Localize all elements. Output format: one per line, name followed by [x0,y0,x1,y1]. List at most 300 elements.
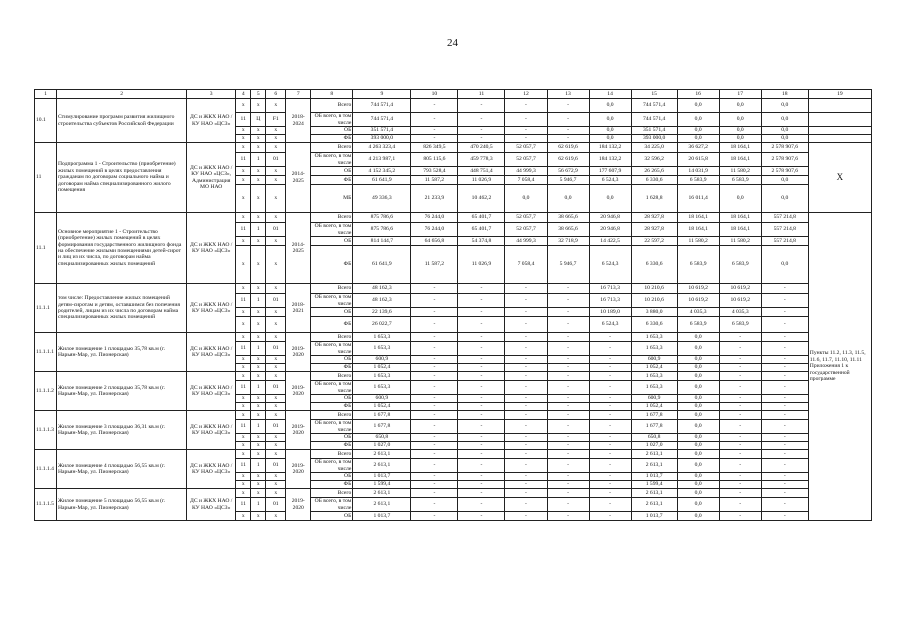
amount-cell: - [761,294,808,308]
amount-cell: 600,9 [353,356,411,364]
amount-cell: - [458,294,505,308]
code-cell: x [236,395,251,403]
amount-cell: - [411,403,458,411]
amount-cell: - [411,434,458,442]
code-cell: 01 [266,459,286,473]
amount-cell: - [589,403,631,411]
amount-cell: - [761,512,808,521]
amount-cell: 11 026,9 [458,246,505,284]
funding-source-cell: ОБ всего, в том числе [311,381,353,395]
code-cell: 11 [236,498,251,512]
amount-cell: - [505,512,547,521]
years-cell: 2014-2025 [286,143,311,213]
amount-cell: - [761,372,808,381]
code-cell: x [266,143,286,153]
amount-cell: - [505,372,547,381]
code-cell: x [251,308,266,317]
code-cell: 11 [236,113,251,127]
amount-cell: - [458,395,505,403]
amount-cell: 0,0 [677,395,719,403]
amount-cell: 2 578 907,6 [761,143,808,153]
amount-cell: - [458,498,505,512]
amount-cell: 62 619,6 [547,153,589,167]
amount-cell: 0,0 [719,127,761,135]
amount-cell: 744 571,4 [631,99,677,113]
amount-cell: - [411,381,458,395]
amount-cell: - [411,372,458,381]
amount-cell: 470 240,5 [458,143,505,153]
code-cell: x [251,364,266,372]
amount-cell: 0,0 [761,185,808,213]
amount-cell: 18 164,1 [719,223,761,237]
executor-cell: ДС и ЖКХ НАО / КУ НАО «ЦСЗ» [187,489,236,521]
amount-cell: - [411,459,458,473]
amount-cell: 1 653,3 [631,333,677,342]
amount-cell: 1 013,7 [353,512,411,521]
amount-cell: 0,0 [677,135,719,143]
funding-source-cell: ОБ [311,434,353,442]
amount-cell: 0,0 [719,135,761,143]
amount-cell: 393 000,0 [353,135,411,143]
funding-source-cell: ОБ [311,473,353,481]
funding-source-cell: ОБ всего, в том числе [311,498,353,512]
funding-source-cell: ОБ [311,395,353,403]
code-cell: x [236,450,251,459]
code-cell: x [266,185,286,213]
code-cell: x [236,481,251,489]
amount-cell: - [589,356,631,364]
amount-cell: 1 013,7 [353,473,411,481]
amount-cell: - [547,99,589,113]
table-row [35,213,872,223]
funding-source-cell: Всего [311,372,353,381]
amount-cell: 0,0 [589,185,631,213]
amount-cell: 18 164,1 [719,153,761,167]
amount-cell: 0,0 [677,333,719,342]
amount-cell: - [761,420,808,434]
amount-cell: 76 244,0 [411,213,458,223]
amount-cell: 7 058,4 [505,176,547,185]
funding-source-cell: ФБ [311,442,353,450]
amount-cell: 0,0 [719,99,761,113]
code-cell: x [251,512,266,521]
row-number-cell: 11.1.1.2 [35,372,57,411]
amount-cell: - [761,317,808,333]
table-row [35,143,872,153]
amount-cell: 11 580,2 [719,237,761,246]
row-number-cell: 11.1.1.1 [35,333,57,372]
note-cell [808,113,871,127]
code-cell: x [236,237,251,246]
code-cell: 1 [251,153,266,167]
amount-cell: 0,0 [677,113,719,127]
amount-cell: - [589,442,631,450]
code-cell: x [251,99,266,113]
amount-cell: 0,0 [547,185,589,213]
code-cell: x [266,127,286,135]
row-number-cell: 10.1 [35,99,57,143]
amount-cell: - [458,450,505,459]
amount-cell: 0,0 [719,185,761,213]
amount-cell: - [411,113,458,127]
amount-cell: 64 656,8 [411,237,458,246]
amount-cell: - [505,333,547,342]
funding-source-cell: Всего [311,213,353,223]
column-number-cell: 16 [677,90,719,99]
amount-cell: 650,8 [631,434,677,442]
amount-cell: - [458,284,505,294]
column-number-cell: 11 [458,90,505,99]
amount-cell: 0,0 [589,113,631,127]
amount-cell: - [547,489,589,498]
amount-cell: 1 013,7 [631,473,677,481]
amount-cell: 76 244,0 [411,223,458,237]
code-cell: x [251,372,266,381]
code-cell: x [266,237,286,246]
amount-cell: 0,0 [761,176,808,185]
amount-cell: 2 578 907,6 [761,153,808,167]
amount-cell: 56 672,9 [547,167,589,176]
amount-cell: 1 599,4 [631,481,677,489]
budget-table [34,89,872,521]
amount-cell: - [458,473,505,481]
code-cell: 11 [236,459,251,473]
amount-cell: - [547,135,589,143]
years-cell: 2019-2020 [286,333,311,372]
amount-cell: - [505,381,547,395]
amount-cell: 0,0 [677,434,719,442]
amount-cell: 20 615,8 [677,153,719,167]
amount-cell: - [719,434,761,442]
code-cell: x [266,395,286,403]
funding-source-cell: ОБ всего, в том числе [311,294,353,308]
amount-cell: - [458,381,505,395]
executor-cell: ДС и ЖКХ НАО / КУ НАО «ЦСЗ» [187,213,236,284]
amount-cell: 184 132,2 [589,153,631,167]
code-cell: 1 [251,459,266,473]
code-cell: x [266,135,286,143]
amount-cell: 52 057,7 [505,213,547,223]
funding-source-cell: ОБ [311,308,353,317]
amount-cell: 61 641,9 [353,246,411,284]
amount-cell: 5 946,7 [547,176,589,185]
table-row [35,99,872,113]
amount-cell: 0,0 [677,342,719,356]
funding-source-cell: ОБ всего, в том числе [311,420,353,434]
years-cell: 2019-2020 [286,450,311,489]
amount-cell: - [719,450,761,459]
amount-cell: 805 115,6 [411,153,458,167]
amount-cell: 2 613,1 [631,459,677,473]
amount-cell: 0,0 [589,99,631,113]
amount-cell: - [505,481,547,489]
amount-cell: 10 462,2 [458,185,505,213]
code-cell: x [266,411,286,420]
amount-cell: 1 027,0 [631,442,677,450]
amount-cell: - [547,395,589,403]
amount-cell: 21 233,9 [411,185,458,213]
amount-cell: - [458,489,505,498]
amount-cell: 65 401,7 [458,213,505,223]
amount-cell: 1 653,3 [631,381,677,395]
amount-cell: - [761,395,808,403]
amount-cell: - [505,489,547,498]
funding-source-cell: ОБ [311,167,353,176]
amount-cell: 557 214,8 [761,213,808,223]
amount-cell: 814 144,7 [353,237,411,246]
code-cell: x [236,442,251,450]
amount-cell: - [505,294,547,308]
amount-cell: 6 583,9 [719,246,761,284]
amount-cell: 11 587,2 [411,176,458,185]
amount-cell: - [411,450,458,459]
column-number-cell: 19 [808,90,871,99]
code-cell: x [266,450,286,459]
code-cell: x [251,167,266,176]
amount-cell: - [411,127,458,135]
code-cell: x [266,489,286,498]
amount-cell: - [505,317,547,333]
code-cell: x [251,127,266,135]
amount-cell: - [589,459,631,473]
code-cell: Ц [251,113,266,127]
amount-cell: - [411,364,458,372]
activity-name-cell: Жилое помещение 5 площадью 56,55 кв.м (г. Нарьян-Мар, ул. Пионерская) [57,489,187,521]
code-cell: F1 [266,113,286,127]
code-cell: x [236,213,251,223]
amount-cell: 6 330,6 [631,317,677,333]
amount-cell: 0,0 [677,489,719,498]
amount-cell: 0,0 [677,364,719,372]
amount-cell: - [411,512,458,521]
amount-cell: - [761,442,808,450]
amount-cell: 16 713,3 [589,284,631,294]
amount-cell: - [589,395,631,403]
amount-cell: 28 927,8 [631,223,677,237]
amount-cell: - [458,459,505,473]
code-cell: x [266,434,286,442]
amount-cell: 875 786,6 [353,223,411,237]
amount-cell: 3 880,0 [631,308,677,317]
amount-cell: - [411,333,458,342]
amount-cell: 11 580,2 [677,237,719,246]
amount-cell: 14 422,5 [589,237,631,246]
amount-cell: 34 225,0 [631,143,677,153]
amount-cell: 744 571,4 [631,113,677,127]
amount-cell: - [589,381,631,395]
amount-cell: - [589,434,631,442]
code-cell: x [266,308,286,317]
executor-cell: ДС и ЖКХ НАО / КУ НАО «ЦСЗ» [187,372,236,411]
code-cell: 1 [251,498,266,512]
funding-source-cell: ФБ [311,246,353,284]
amount-cell: 1 013,7 [631,512,677,521]
amount-cell: - [505,308,547,317]
amount-cell: 62 619,6 [547,143,589,153]
code-cell: 1 [251,420,266,434]
amount-cell: - [761,403,808,411]
code-cell: x [236,167,251,176]
amount-cell: - [547,512,589,521]
amount-cell: 20 946,8 [589,213,631,223]
amount-cell: 744 571,4 [353,99,411,113]
amount-cell: - [761,411,808,420]
amount-cell: 1 653,3 [353,342,411,356]
amount-cell: - [761,459,808,473]
amount-cell: - [505,364,547,372]
column-number-cell: 12 [505,90,547,99]
amount-cell: 1 653,3 [631,342,677,356]
amount-cell: - [411,308,458,317]
amount-cell: 351 571,4 [353,127,411,135]
column-number-cell: 9 [353,90,411,99]
amount-cell: - [547,434,589,442]
amount-cell: 1 677,8 [353,420,411,434]
amount-cell: - [411,473,458,481]
amount-cell: 1 052,4 [631,403,677,411]
code-cell: x [251,237,266,246]
code-cell: x [266,167,286,176]
amount-cell: - [761,473,808,481]
amount-cell: - [458,308,505,317]
amount-cell: 10 189,0 [589,308,631,317]
funding-source-cell: Всего [311,489,353,498]
amount-cell: - [458,333,505,342]
code-cell: x [236,246,251,284]
amount-cell: - [547,308,589,317]
amount-cell: - [589,473,631,481]
amount-cell: 22 139,6 [353,308,411,317]
amount-cell: - [505,498,547,512]
amount-cell: - [458,135,505,143]
column-number-cell: 2 [57,90,187,99]
amount-cell: 1 677,8 [631,411,677,420]
code-cell: x [266,442,286,450]
amount-cell: 650,8 [353,434,411,442]
amount-cell: - [505,420,547,434]
funding-source-cell: ФБ [311,481,353,489]
code-cell: x [266,403,286,411]
amount-cell: - [505,342,547,356]
amount-cell: 6 583,9 [677,246,719,284]
amount-cell: 18 164,1 [677,213,719,223]
amount-cell: - [411,442,458,450]
amount-cell: - [547,294,589,308]
amount-cell: 10 619,2 [719,294,761,308]
funding-source-cell: Всего [311,99,353,113]
code-cell: x [251,135,266,143]
code-cell: 01 [266,381,286,395]
amount-cell: - [547,317,589,333]
years-cell: 2018-2024 [286,99,311,143]
code-cell: x [251,403,266,411]
amount-cell: 184 132,2 [589,143,631,153]
amount-cell: - [761,481,808,489]
amount-cell: 38 665,6 [547,223,589,237]
executor-cell: ДС и ЖКХ НАО / КУ НАО «ЦСЗ» [187,450,236,489]
amount-cell: - [719,381,761,395]
amount-cell: 1 052,4 [353,403,411,411]
column-number-cell: 6 [266,90,286,99]
amount-cell: 10 619,2 [719,284,761,294]
amount-cell: - [589,498,631,512]
column-number-cell: 13 [547,90,589,99]
code-cell: 01 [266,223,286,237]
code-cell: 11 [236,342,251,356]
amount-cell: 0,0 [761,113,808,127]
activity-name-cell: Жилое помещение 3 площадью 36,31 кв.м (г. Нарьян-Мар, ул. Пионерская) [57,411,187,450]
amount-cell: 61 641,9 [353,176,411,185]
amount-cell: - [411,284,458,294]
amount-cell: - [547,481,589,489]
amount-cell: 6 583,9 [719,317,761,333]
amount-cell: 1 599,4 [353,481,411,489]
amount-cell: 0,0 [761,99,808,113]
amount-cell: 6 330,6 [631,246,677,284]
amount-cell: - [458,113,505,127]
amount-cell: - [505,434,547,442]
executor-cell: ДС и ЖКХ НАО / КУ НАО «ЦСЗ» [187,411,236,450]
amount-cell: 0,0 [761,127,808,135]
amount-cell: 0,0 [677,498,719,512]
funding-source-cell: ОБ всего, в том числе [311,459,353,473]
amount-cell: - [761,356,808,364]
amount-cell: - [458,434,505,442]
table-row [35,333,872,342]
amount-cell: 600,9 [353,395,411,403]
code-cell: x [236,356,251,364]
amount-cell: - [719,489,761,498]
funding-source-cell: ОБ [311,512,353,521]
amount-cell: 600,9 [631,395,677,403]
code-cell: x [236,489,251,498]
amount-cell: 1 628,8 [631,185,677,213]
amount-cell: - [547,127,589,135]
amount-cell: - [411,356,458,364]
amount-cell: - [547,498,589,512]
amount-cell: - [589,372,631,381]
amount-cell: 11 580,2 [719,167,761,176]
activity-name-cell: том числе: Предоставление жилых помещений детям-сиротам и детям, оставшимся без попечения родителей, лицам из их числа по договорам найма специализированных жилых помещений [57,284,187,333]
column-number-cell: 18 [761,90,808,99]
amount-cell: 0,0 [589,127,631,135]
amount-cell: 0,0 [677,372,719,381]
amount-cell: - [505,442,547,450]
code-cell: x [266,372,286,381]
amount-cell: 26 265,6 [631,167,677,176]
amount-cell: - [719,411,761,420]
code-cell: x [236,284,251,294]
amount-cell: 18 164,1 [677,223,719,237]
amount-cell: - [411,411,458,420]
funding-source-cell: ОБ [311,127,353,135]
amount-cell: - [719,356,761,364]
amount-cell: - [761,450,808,459]
amount-cell: - [458,364,505,372]
activity-name-cell: Подпрограмма 1 - Строительство (приобретение) жилых помещений в целях предоставления гражданам по договорам социального найма и договорам найма специализированного жилого помещения [57,143,187,213]
column-number-cell: 1 [35,90,57,99]
code-cell: x [236,99,251,113]
amount-cell: 52 057,7 [505,143,547,153]
amount-cell: 32 596,2 [631,153,677,167]
amount-cell: - [761,342,808,356]
amount-cell: 6 330,6 [631,176,677,185]
code-cell: 01 [266,498,286,512]
amount-cell: 26 022,7 [353,317,411,333]
code-cell: x [266,364,286,372]
amount-cell: 1 653,3 [631,372,677,381]
code-cell: 01 [266,153,286,167]
